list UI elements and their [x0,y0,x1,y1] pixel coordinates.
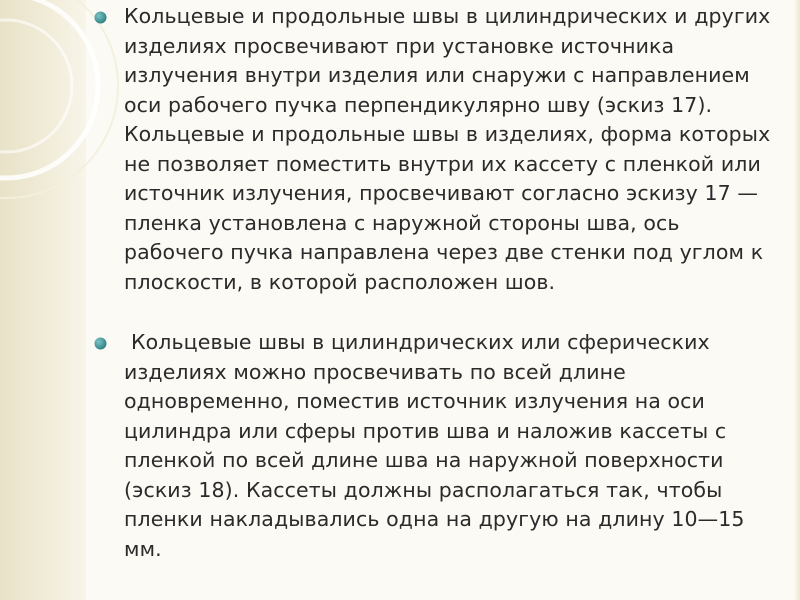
teal-circle-bullet-icon [94,337,107,350]
right-edge-decoration [794,0,800,600]
teal-circle-bullet-icon [94,11,107,24]
bullet-item-1 [94,2,784,297]
bullet-item-2 [94,328,784,564]
slide-content [94,0,784,564]
bullet-text-1: Кольцевые и продольные швы в цилиндрических и других изделиях просвечивают при установке источника излучения внутри изделия или снаружи с направлением оси рабочего пучка перпендикулярно шву (эскиз 17). Кольцевые и продольные швы в изделиях, форма которых не позволяет поместить внутри их кассету с пленкой или источник излучения, просвечивают согласно эскизу 17 — пленка установлена с наружной стороны шва, ось рабочего пучка направлена через две стенки под углом к плоскости, в которой расположен шов. [124,4,771,294]
bullet-text-2: Кольцевые швы в цилиндрических или сферических изделиях можно просвечивать по всей длине одновременно, поместив источник излучения на оси цилиндра или сферы против шва и наложив кассеты с пленкой по всей длине шва на наружной поверхности (эскиз 18). Кассеты должны располагаться так, чтобы пленки накладывались одна на другую на длину 10—15 мм. [124,330,745,561]
